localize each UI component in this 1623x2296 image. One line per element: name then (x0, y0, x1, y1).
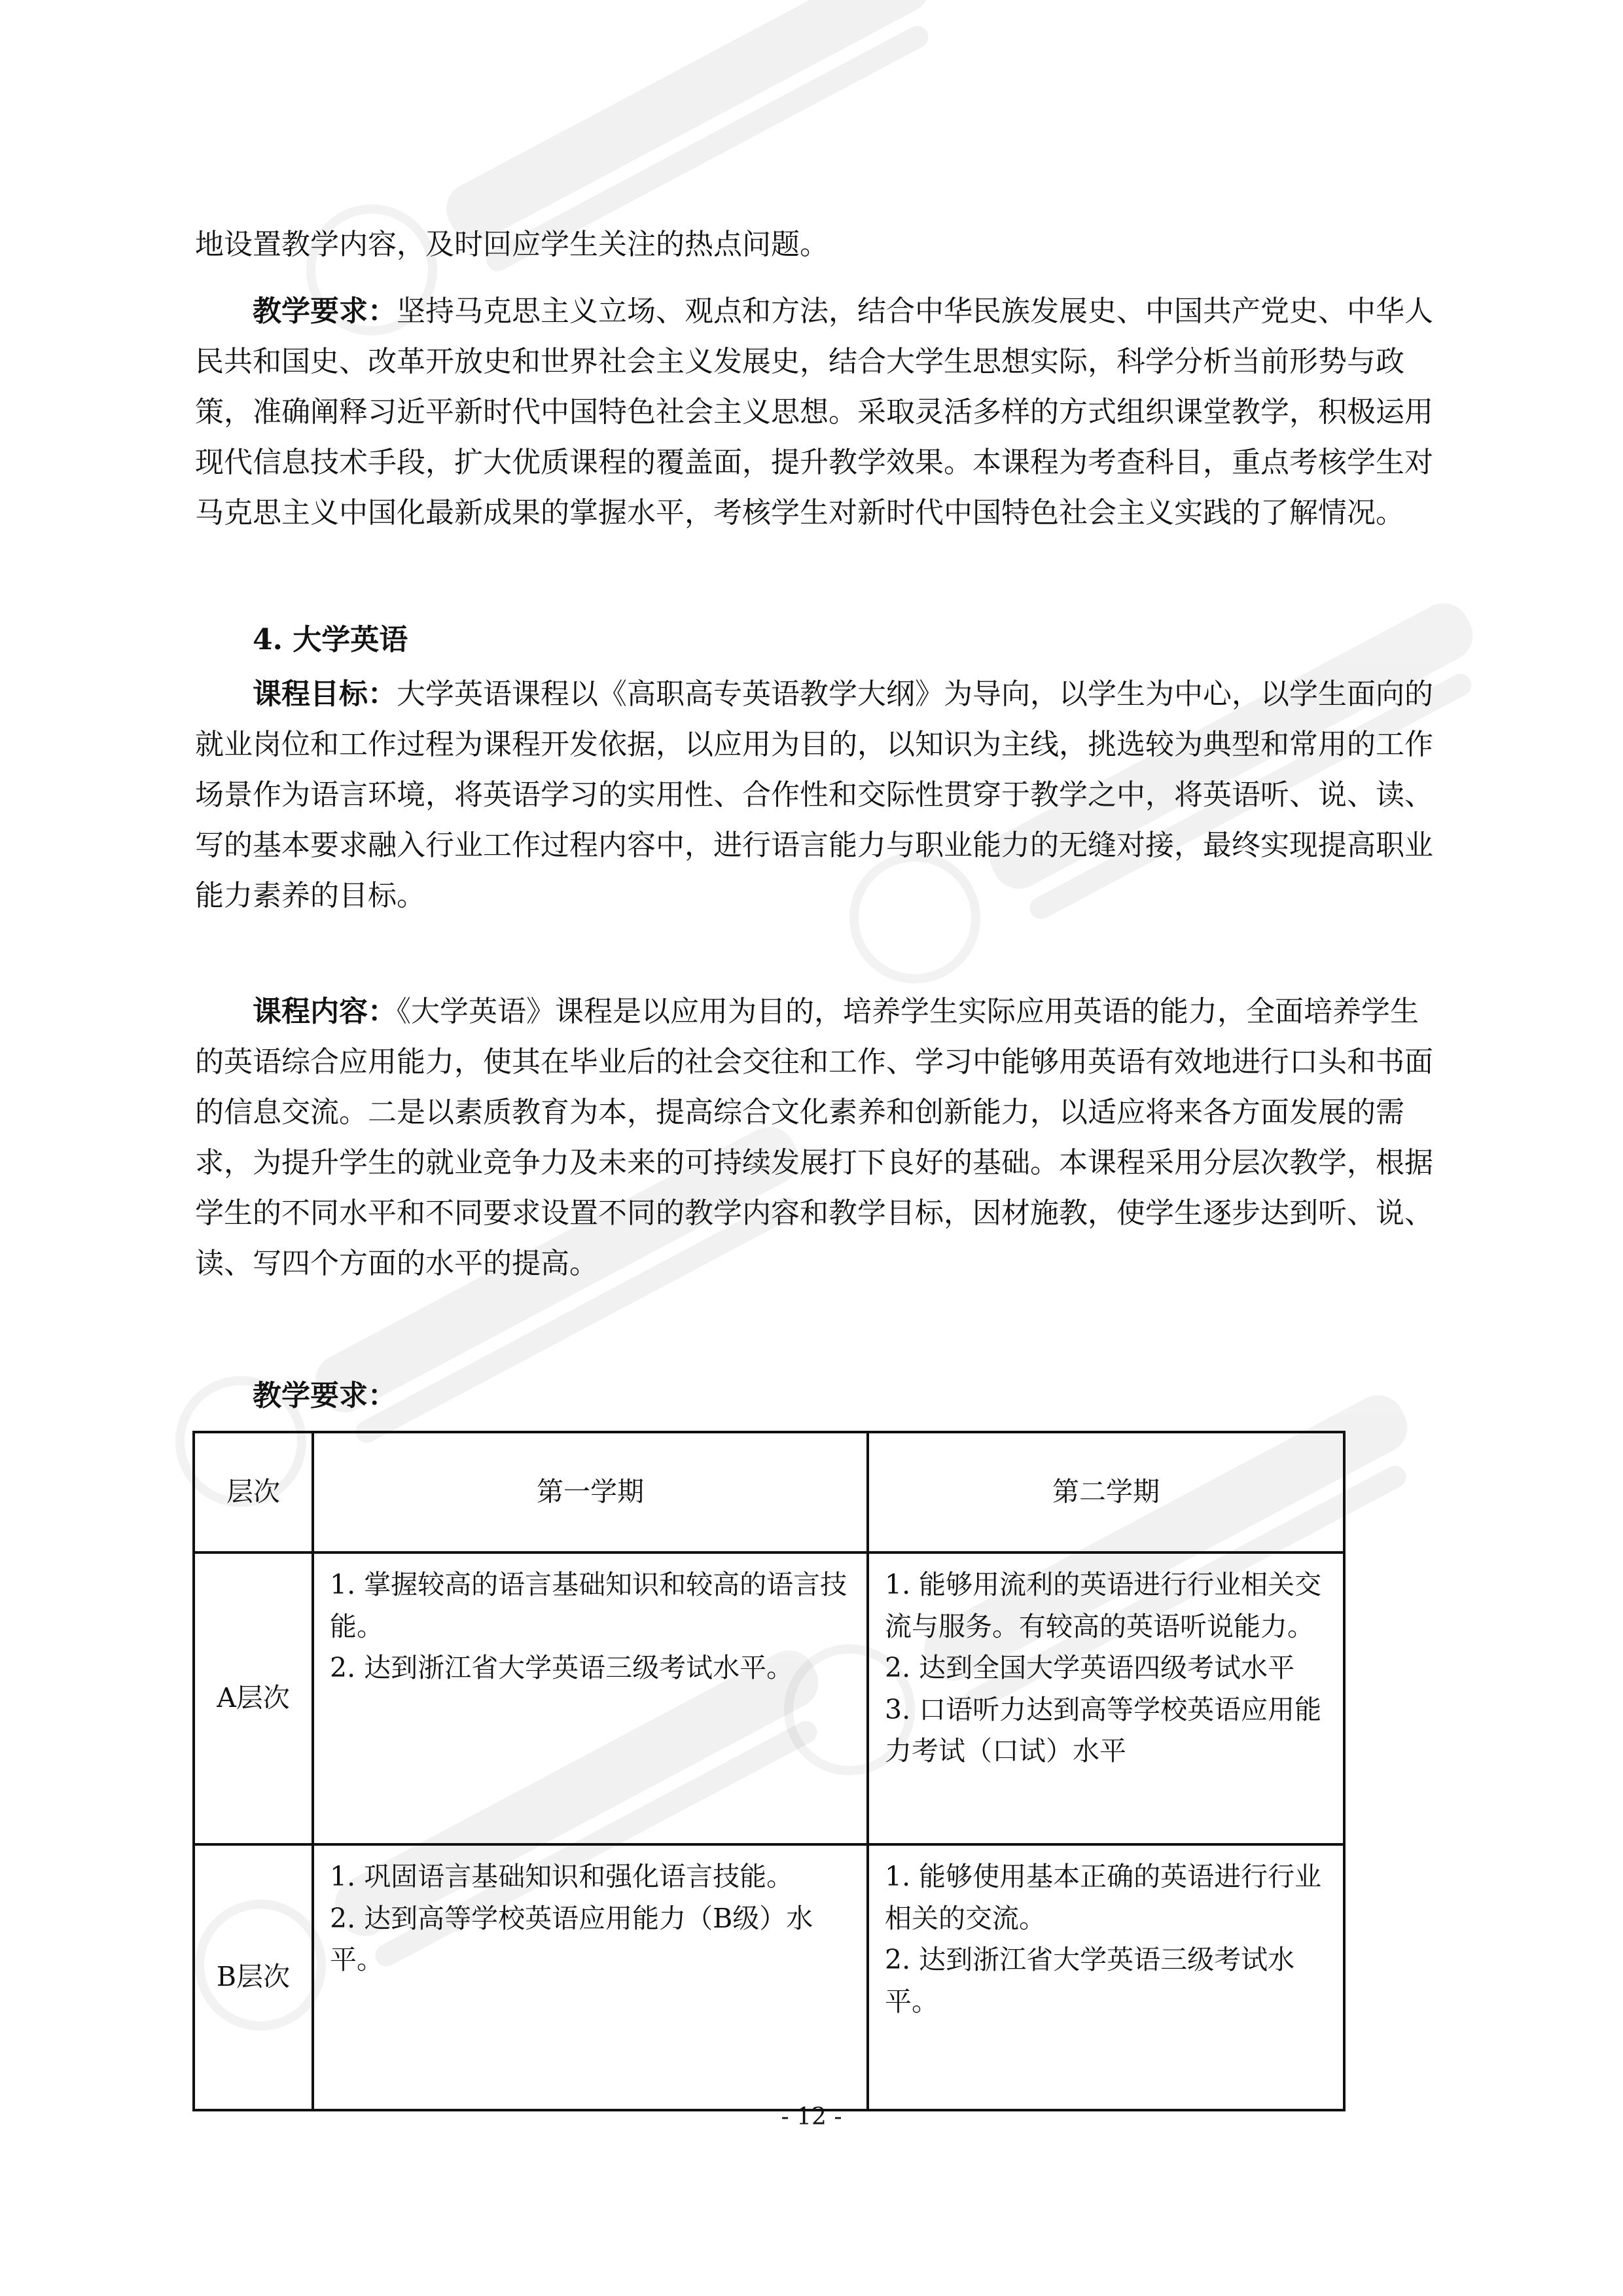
course-content-paragraph: 课程内容：《大学英语》课程是以应用为目的，培养学生实际应用英语的能力，全面培养学生的英语综合应用能力，使其在毕业后的社会交往和工作、学习中能够用英语有效地进行口头和书面的信息交流。二是以素质教育为本，提高综合文化素养和创新能力，以适应将来各方面发展的需求，为提升学生的就业竞争力及未来的可持续发展打下良好的基础。本课程采用分层次教学，根据学生的不同水平和不同要求设置不同的教学内容和教学目标，因材施教，使学生逐步达到听、说、读、写四个方面的水平的提高。 (195, 995, 1433, 1280)
semester-1-cell: 1. 巩固语言基础知识和强化语言技能。 2. 达到高等学校英语应用能力（B级）水平。 (313, 1844, 868, 2110)
paragraph-continuation: 地设置教学内容，及时回应学生关注的热点问题。 (195, 228, 829, 261)
semester-2-cell: 1. 能够用流利的英语进行行业相关交流与服务。有较高的英语听说能力。 2. 达到全国大学英语四级考试水平 3. 口语听力达到高等学校英语应用能力考试（口试）水平 (868, 1552, 1344, 1844)
semester-2-cell: 1. 能够使用基本正确的英语进行行业相关的交流。 2. 达到浙江省大学英语三级考试水平。 (868, 1844, 1344, 2110)
table-header-row (194, 1432, 1344, 1552)
teaching-requirements-label: 教学要求： (253, 295, 397, 328)
teaching-requirements-heading: 教学要求： (253, 1379, 397, 1412)
table-row (194, 1844, 1344, 2110)
teaching-requirements-table (192, 1431, 1346, 2111)
teaching-requirements-paragraph: 教学要求：坚持马克思主义立场、观点和方法，结合中华民族发展史、中国共产党史、中华人民共和国史、改革开放史和世界社会主义发展史，结合大学生思想实际，科学分析当前形势与政策，准确阐释习近平新时代中国特色社会主义思想。采取灵活多样的方式组织课堂教学，积极运用现代信息技术手段，扩大优质课程的覆盖面，提升教学效果。本课程为考查科目，重点考核学生对马克思主义中国化最新成果的掌握水平，考核学生对新时代中国特色社会主义实践的了解情况。 (195, 295, 1433, 529)
course-objective-label: 课程目标： (253, 677, 397, 711)
course-objective-paragraph: 课程目标：大学英语课程以《高职高专英语教学大纲》为导向，以学生为中心，以学生面向的就业岗位和工作过程为课程开发依据，以应用为目的，以知识为主线，挑选较为典型和常用的工作场景作为语言环境，将英语学习的实用性、合作性和交际性贯穿于教学之中，将英语听、说、读、写的基本要求融入行业工作过程内容中，进行语言能力与职业能力的无缝对接，最终实现提高职业能力素养的目标。 (195, 677, 1433, 912)
level-cell: B层次 (194, 1844, 313, 2110)
header-level: 层次 (194, 1432, 313, 1552)
level-cell: A层次 (194, 1552, 313, 1844)
table-row (194, 1552, 1344, 1844)
course-content-label: 课程内容： (253, 995, 397, 1028)
semester-1-cell: 1. 掌握较高的语言基础知识和较高的语言技能。 2. 达到浙江省大学英语三级考试水平。 (313, 1552, 868, 1844)
header-semester-1: 第一学期 (313, 1432, 868, 1552)
header-semester-2: 第二学期 (868, 1432, 1344, 1552)
page-number: - 12 - (781, 2104, 842, 2130)
section-heading-college-english: 4. 大学英语 (253, 623, 408, 656)
